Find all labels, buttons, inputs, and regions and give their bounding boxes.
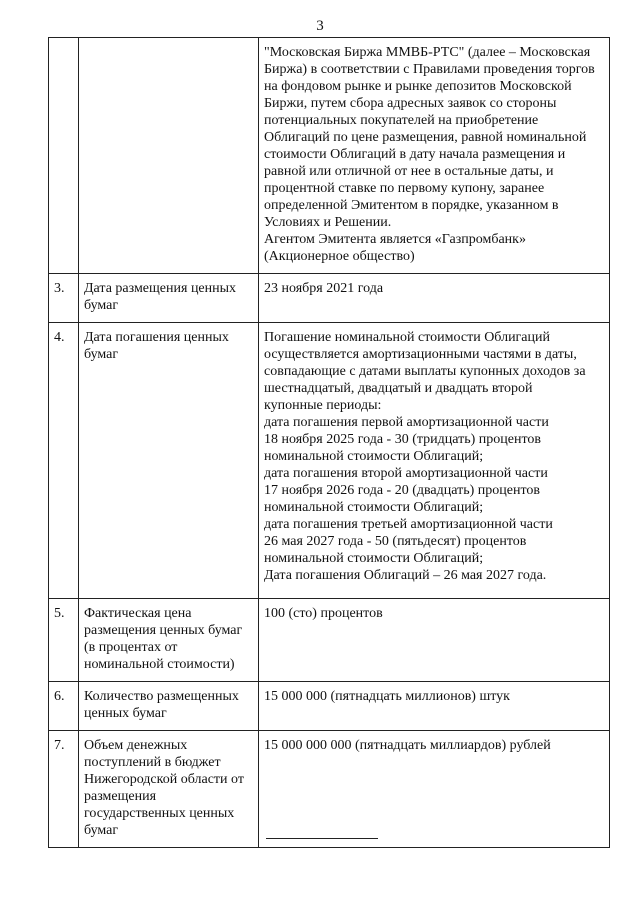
value-line: Биржа) в соответствии с Правилами проведения торгов <box>264 62 595 77</box>
row-value <box>259 274 610 323</box>
table-row <box>49 731 610 848</box>
row-value <box>259 323 610 599</box>
table-row <box>49 274 610 323</box>
value-line: (Акционерное общество) <box>264 249 415 264</box>
row-value <box>259 38 610 274</box>
table-body <box>49 38 610 848</box>
row-value <box>259 682 610 731</box>
value-line: на фондовом рынке и рынке депозитов Московской <box>264 79 572 94</box>
value-line: Погашение номинальной стоимости Облигаций <box>264 330 550 345</box>
value-line: Условиях и Решении. <box>264 215 392 230</box>
value-line: 26 мая 2027 года - 50 (пятьдесят) процентов <box>264 534 527 549</box>
value-line: номинальной стоимости Облигаций; <box>264 551 484 566</box>
value-line: дата погашения третьей амортизационной части <box>264 517 553 532</box>
value-line: Облигаций по цене размещения, равной номинальной <box>264 130 587 145</box>
value-line: 23 ноября 2021 года <box>264 281 384 296</box>
value-line: дата погашения второй амортизационной части <box>264 466 548 481</box>
value-line: Агентом Эмитента является «Газпромбанк» <box>264 232 526 247</box>
value-line: 17 ноября 2026 года - 20 (двадцать) процентов <box>264 483 541 498</box>
row-label: Дата размещения ценных бумаг <box>79 274 259 323</box>
value-line: осуществляется амортизационными частями в даты, <box>264 347 577 362</box>
document-table <box>48 37 610 848</box>
table-row <box>49 682 610 731</box>
row-number <box>49 38 79 274</box>
table-row <box>49 599 610 682</box>
table-row <box>49 323 610 599</box>
row-number: 3. <box>49 274 79 323</box>
table-row <box>49 38 610 274</box>
row-number: 7. <box>49 731 79 848</box>
row-label: Количество размещенных ценных бумаг <box>79 682 259 731</box>
row-value <box>259 731 610 848</box>
value-line: Дата погашения Облигаций – 26 мая 2027 года. <box>264 568 547 583</box>
value-line: Биржи, путем сбора адресных заявок со стороны <box>264 96 557 111</box>
value-line: номинальной стоимости Облигаций; <box>264 449 484 464</box>
row-value <box>259 599 610 682</box>
row-label: Объем денежных поступлений в бюджет Нижегородской области от размещения государственных ценных бумаг <box>79 731 259 848</box>
value-line: потенциальных покупателей на приобретение <box>264 113 539 128</box>
row-number: 5. <box>49 599 79 682</box>
row-label <box>79 38 259 274</box>
value-line: 15 000 000 000 (пятнадцать миллиардов) рублей <box>264 738 551 753</box>
value-line: купонные периоды: <box>264 398 382 413</box>
value-line: 18 ноября 2025 года - 30 (тридцать) процентов <box>264 432 542 447</box>
row-number: 4. <box>49 323 79 599</box>
value-line: номинальной стоимости Облигаций; <box>264 500 484 515</box>
value-line: равной или отличной от нее в остальные даты, и <box>264 164 554 179</box>
value-line: стоимости Облигаций в дату начала размещения и <box>264 147 566 162</box>
value-line: определенной Эмитентом в порядке, указанном в <box>264 198 559 213</box>
footer-separator-line <box>266 838 378 839</box>
row-number: 6. <box>49 682 79 731</box>
value-line: "Московская Биржа ММВБ-РТС" (далее – Московская <box>264 45 591 60</box>
row-label: Дата погашения ценных бумаг <box>79 323 259 599</box>
value-line: процентной ставке по первому купону, заранее <box>264 181 545 196</box>
row-label: Фактическая цена размещения ценных бумаг (в процентах от номинальной стоимости) <box>79 599 259 682</box>
value-line: 100 (сто) процентов <box>264 606 383 621</box>
value-line: 15 000 000 (пятнадцать миллионов) штук <box>264 689 510 704</box>
value-line: шестнадцатый, двадцатый и двадцать второй <box>264 381 533 396</box>
page-number: 3 <box>316 18 324 34</box>
value-line: совпадающие с датами выплаты купонных доходов за <box>264 364 586 379</box>
value-line: дата погашения первой амортизационной части <box>264 415 549 430</box>
